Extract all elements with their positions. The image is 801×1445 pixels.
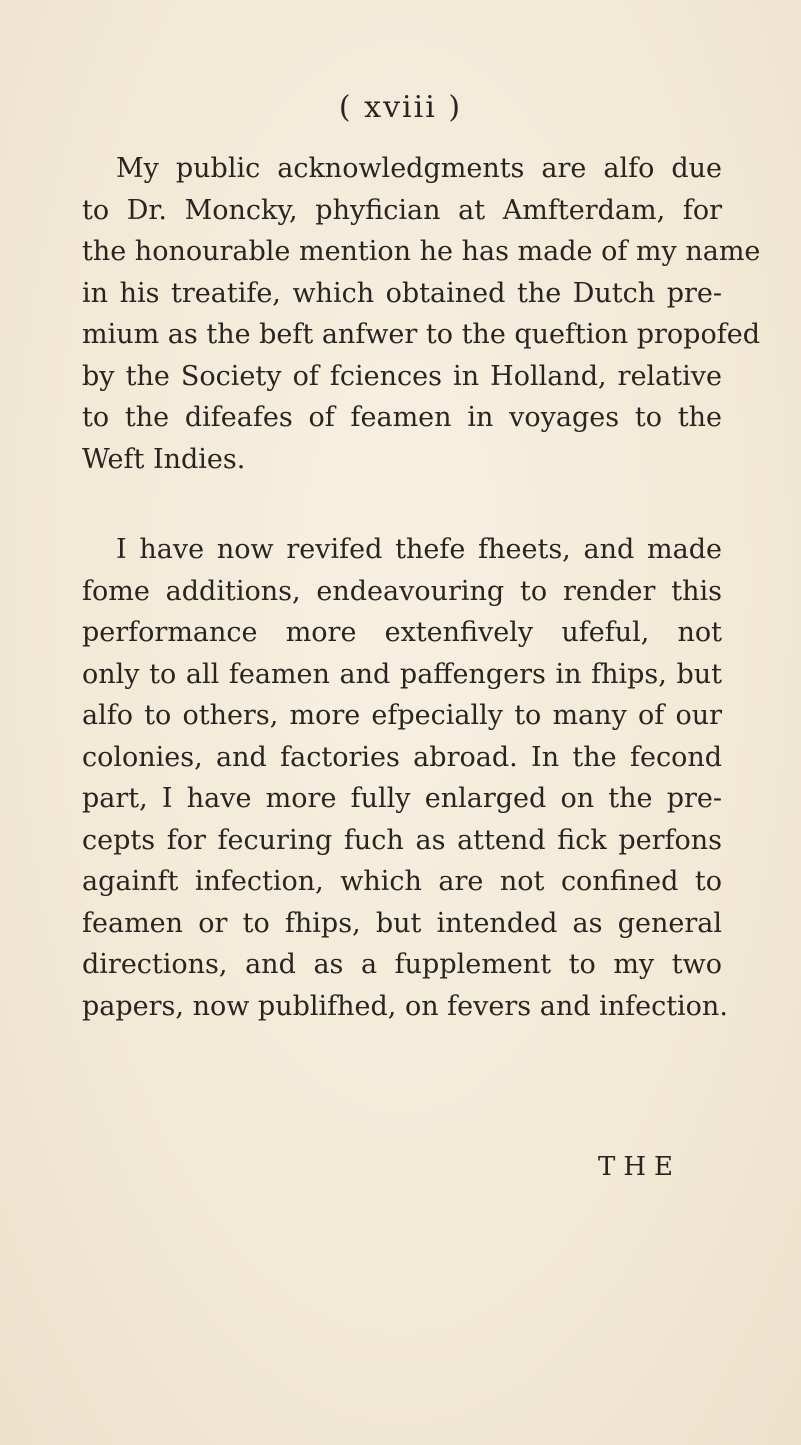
- text-line: colonies, and factories abroad. In the fecond: [82, 741, 722, 773]
- text-line: My public acknowledgments are alfo due: [116, 153, 722, 184]
- text-line: againft infection, which are not confined to: [82, 866, 722, 897]
- text-line: I have now revifed thefe fheets, and made: [116, 534, 722, 565]
- text-line: only to all feamen and paffengers in fhips, but: [82, 658, 722, 690]
- text-line: the honourable mention he has made of my name: [82, 236, 761, 267]
- text-line: fome additions, endeavouring to render this: [82, 575, 722, 607]
- text-line: by the Society of fciences in Holland, relative: [82, 360, 722, 392]
- text-line: feamen or to fhips, but intended as general: [82, 907, 722, 939]
- text-line: directions, and as a fupplement to my two: [82, 949, 722, 980]
- text-line: to Dr. Moncky, phyfician at Amfterdam, for: [82, 194, 722, 226]
- text-line: mium as the beft anfwer to the queftion propofed: [82, 319, 760, 350]
- catchword: THE: [598, 1152, 681, 1182]
- text-line: part, I have more fully enlarged on the pre-: [82, 783, 722, 814]
- text-line: cepts for fecuring fuch as attend fick perfons: [82, 824, 722, 856]
- paragraph-acknowledgments: [82, 148, 761, 480]
- text-line: papers, now publifhed, on fevers and infection.: [82, 990, 728, 1022]
- text-line: alfo to others, more efpecially to many of our: [82, 700, 722, 731]
- page-number: ( xviii ): [338, 90, 463, 125]
- text-line: Weft Indies.: [82, 443, 246, 475]
- paragraph-revisions: [82, 529, 728, 1027]
- body-text: [82, 148, 761, 1027]
- text-line: in his treatife, which obtained the Dutch pre-: [82, 277, 722, 309]
- text-line: to the difeafes of feamen in voyages to the: [82, 402, 722, 433]
- text-line: performance more extenfively ufeful, not: [82, 617, 722, 648]
